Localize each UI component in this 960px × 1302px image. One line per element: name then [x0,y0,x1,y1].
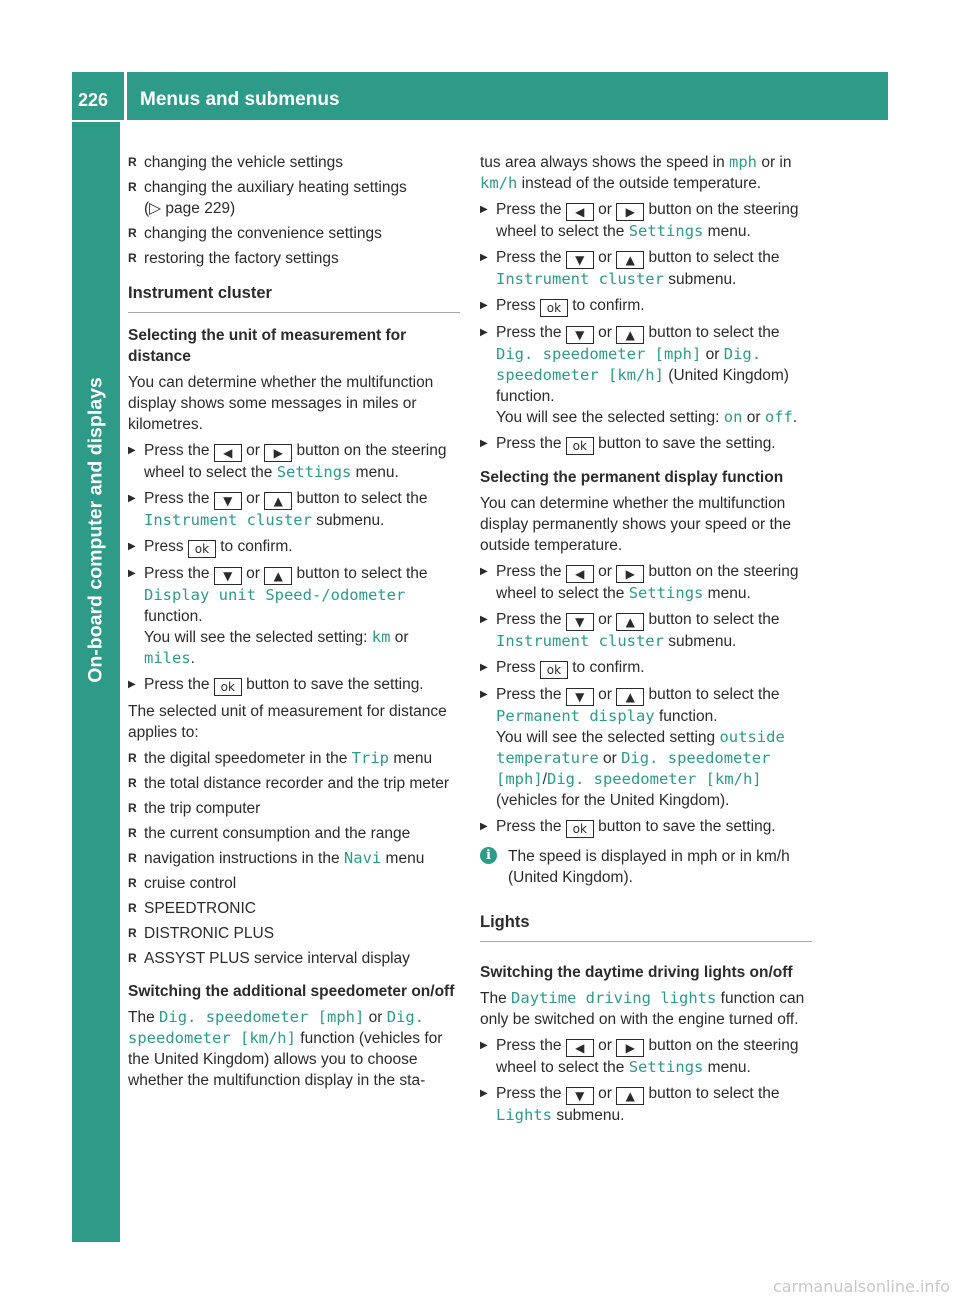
menu-term: Instrument cluster [144,511,312,529]
page-title: Menus and submenus [140,89,340,110]
sub-heading-permanent-display: Selecting the permanent display function [480,469,784,486]
step: ▶ Press the ▼ or ▲ button to select the Instrument cluster submenu. [480,609,812,652]
step: ▶ Press the ok button to save the setting. [128,674,460,696]
ok-key-icon: ok [566,820,594,838]
right-arrow-key-icon: ▶ [616,203,644,221]
down-arrow-key-icon: ▼ [566,251,594,269]
step: ▶ Press the ◀ or ▶ button on the steering wheel to select the Settings menu. [480,199,812,242]
step: ▶ Press the ◀ or ▶ button on the steering wheel to select the Settings menu. [128,440,460,483]
down-arrow-key-icon: ▼ [566,688,594,706]
left-arrow-key-icon: ◀ [566,565,594,583]
up-arrow-key-icon: ▲ [616,613,644,631]
down-arrow-key-icon: ▼ [566,613,594,631]
right-column [480,152,812,1131]
menu-term: Navi [343,849,382,867]
down-arrow-key-icon: ▼ [214,492,242,510]
list-item: R SPEEDTRONIC [128,898,460,919]
step: ▶ Press ok to confirm. [480,295,812,317]
step: ▶ Press ok to confirm. [480,657,812,679]
paragraph: The Daytime driving lights function can only be switched on with the engine turned off. [480,989,805,1028]
menu-term: Dig. speedometer [km/h] [496,345,762,384]
paragraph: The selected unit of measurement for distance applies to: [128,703,447,741]
list-item: R changing the auxiliary heating settings (▷ page 229) [128,177,460,219]
menu-term: Dig. speedometer [km/h] [546,770,762,788]
up-arrow-key-icon: ▲ [264,492,292,510]
list-item: R cruise control [128,873,460,894]
right-arrow-key-icon: ▶ [616,565,644,583]
menu-term: Dig. speedometer [mph] [496,345,702,363]
chapter-label: On-board computer and displays [84,377,107,683]
step: ▶ Press the ◀ or ▶ button on the steering wheel to select the Settings menu. [480,1035,812,1078]
step: ▶ Press the ▼ or ▲ button to select the Instrument cluster submenu. [128,488,460,531]
info-note: i The speed is displayed in mph or in km/h (United Kingdom). [480,846,812,888]
menu-term: off [764,408,793,426]
menu-term: Daytime driving lights [511,989,717,1007]
ok-key-icon: ok [540,299,568,317]
down-arrow-key-icon: ▼ [566,1087,594,1105]
down-arrow-key-icon: ▼ [214,567,242,585]
menu-term: Display unit Speed-/odometer [144,586,406,604]
left-arrow-key-icon: ◀ [566,1039,594,1057]
list-item: R navigation instructions in the Navi menu [128,848,460,869]
list-item: R restoring the factory settings [128,248,460,269]
paragraph: The Dig. speedometer [mph] or Dig. speedometer [km/h] function (vehicles for the United Kingdom) allows you to choose whether the multifunction display in the sta- [128,1008,443,1089]
menu-term: Dig. speedometer [km/h] [128,1008,425,1047]
list-item: R changing the vehicle settings [128,152,460,173]
menu-term: miles [144,649,191,667]
menu-term: Dig. speedometer [mph] [159,1008,365,1026]
menu-term: mph [729,153,758,171]
paragraph: You can determine whether the multifunction display permanently shows your speed or the outside temperature. [480,495,792,554]
menu-term: km/h [480,174,518,192]
page-ref-arrow-icon: ▷ [149,200,162,217]
menu-term: on [723,408,743,426]
menu-term: Settings [628,1058,704,1076]
right-arrow-key-icon: ▶ [616,1039,644,1057]
left-column [128,152,460,1096]
up-arrow-key-icon: ▲ [616,688,644,706]
menu-term: outside temperature [496,728,785,767]
right-arrow-key-icon: ▶ [264,444,292,462]
menu-term: Lights [496,1106,552,1124]
sub-heading-unit: Selecting the unit of measurement for distance [128,327,407,365]
list-item: R the current consumption and the range [128,823,460,844]
list-item: R ASSYST PLUS service interval display [128,948,460,969]
menu-term: Settings [628,222,704,240]
up-arrow-key-icon: ▲ [616,251,644,269]
up-arrow-key-icon: ▲ [264,567,292,585]
step: ▶ Press the ◀ or ▶ button on the steering wheel to select the Settings menu. [480,561,812,604]
up-arrow-key-icon: ▲ [616,326,644,344]
menu-term: Trip [351,749,389,767]
left-arrow-key-icon: ◀ [566,203,594,221]
ok-key-icon: ok [566,437,594,455]
step: ▶ Press the ▼ or ▲ button to select the Dig. speedometer [mph] or Dig. speedometer [km/h] (United Kingdom) function. You will see the selected setting: on or off. [480,322,812,428]
step: ▶ Press the ▼ or ▲ button to select the Permanent display function. You will see the selected setting outside temperature or Dig. speedometer [mph]/Dig. speedometer [km/h] (vehicles for the United Kingdom). [480,684,812,811]
left-arrow-key-icon: ◀ [214,444,242,462]
menu-term: Instrument cluster [496,270,664,288]
section-heading-instrument-cluster: Instrument cluster [128,283,460,313]
list-item: R changing the convenience settings [128,223,460,244]
down-arrow-key-icon: ▼ [566,326,594,344]
ok-key-icon: ok [214,678,242,696]
list-item: R the total distance recorder and the trip meter [128,773,460,794]
watermark: carmanualsonline.info [772,1277,950,1296]
menu-term: Instrument cluster [496,632,664,650]
step: ▶ Press the ok button to save the setting. [480,433,812,455]
menu-term: km [371,628,391,646]
ok-key-icon: ok [540,661,568,679]
step: ▶ Press the ▼ or ▲ button to select the Lights submenu. [480,1083,812,1126]
list-item: R the digital speedometer in the Trip menu [128,748,460,769]
header-divider [124,72,127,120]
paragraph: You can determine whether the multifunction display shows some messages in miles or kilometres. [128,374,434,433]
sub-heading-daytime-lights: Switching the daytime driving lights on/off [480,964,793,981]
step: ▶ Press the ▼ or ▲ button to select the Instrument cluster submenu. [480,247,812,290]
section-heading-lights: Lights [480,912,812,942]
up-arrow-key-icon: ▲ [616,1087,644,1105]
step: ▶ Press the ok button to save the setting. [480,816,812,838]
page-number: 226 [78,90,109,110]
info-icon: i [480,847,497,864]
list-item: R DISTRONIC PLUS [128,923,460,944]
list-item: R the trip computer [128,798,460,819]
step: ▶ Press ok to confirm. [128,536,460,558]
menu-term: Permanent display [496,707,655,725]
menu-term: Settings [628,584,704,602]
menu-term: Dig. speedometer [mph] [496,749,771,788]
ok-key-icon: ok [188,540,216,558]
menu-term: Settings [276,463,352,481]
paragraph: tus area always shows the speed in mph or in km/h instead of the outside temperature. [480,153,792,192]
sub-heading-additional-speedometer: Switching the additional speedometer on/off [128,983,455,1000]
step: ▶ Press the ▼ or ▲ button to select the Display unit Speed-/odometer function. You will see the selected setting: km or miles. [128,563,460,669]
